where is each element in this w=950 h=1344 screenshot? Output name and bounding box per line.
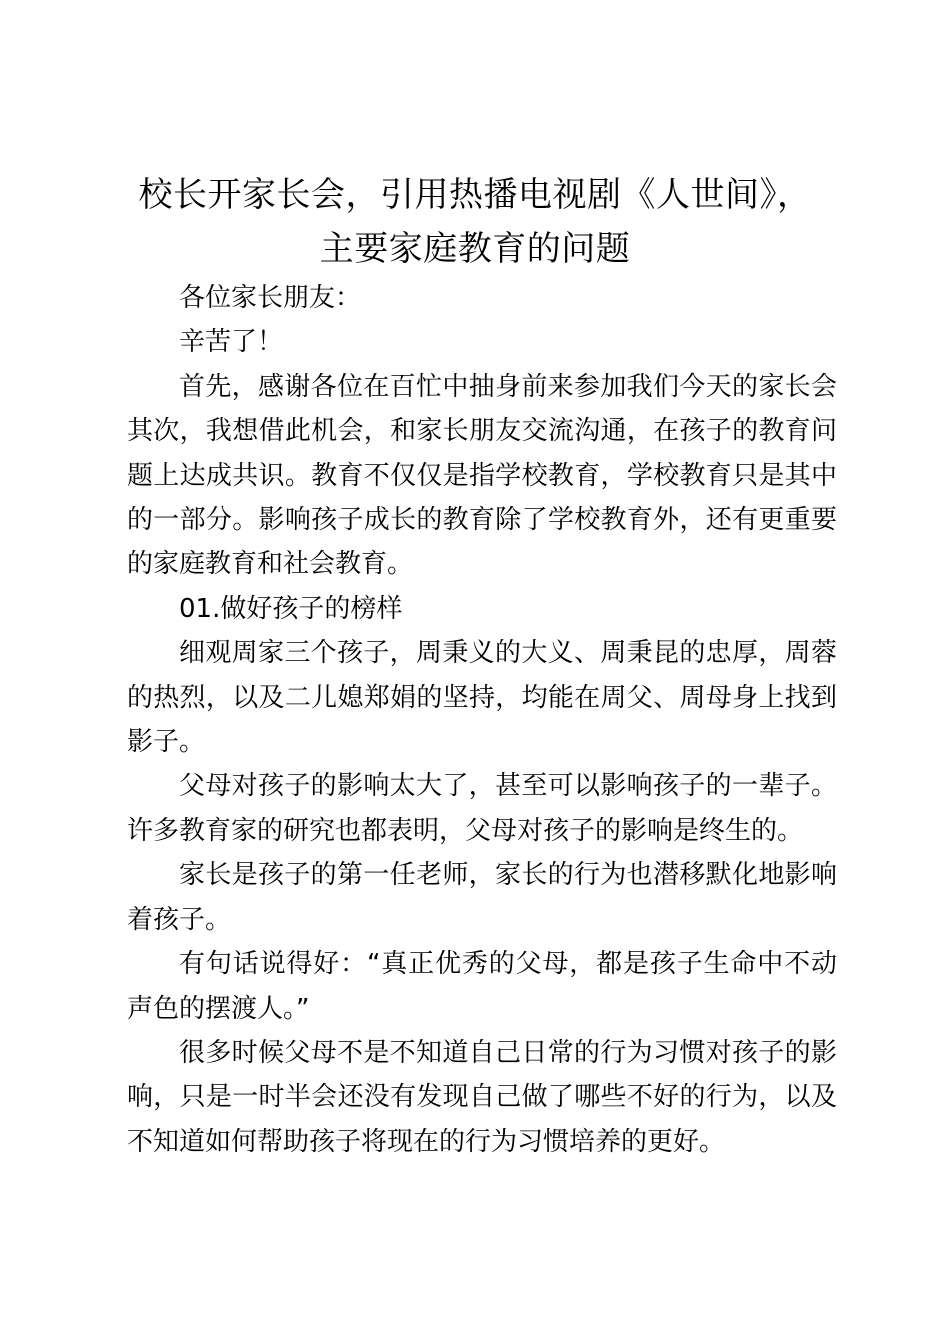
document-title-line-1: 校长开家长会，引用热播电视剧《人世间》， <box>138 175 812 215</box>
document-body <box>127 276 837 1164</box>
paragraph-quote: 有句话说得好：“真正优秀的父母，都是孩子生命中不动声色的摆渡人。” <box>127 949 837 1024</box>
paragraph-parent-influence: 父母对孩子的影响太大了，甚至可以影响孩子的一辈子。许多教育家的研究也都表明，父母对孩子的影响是终生的。 <box>127 771 837 846</box>
paragraph-habits: 很多时候父母不是不知道自己日常的行为习惯对孩子的影响，只是一时半会还没有发现自己做了哪些不好的行为，以及不知道如何帮助孩子将现在的行为习惯培养的更好。 <box>127 1037 837 1157</box>
paragraph-zhou-family: 细观周家三个孩子，周秉义的大义、周秉昆的忠厚，周蓉的热烈，以及二儿媳郑娟的坚持，均能在周父、周母身上找到影子。 <box>127 638 837 758</box>
document-title-line-2: 主要家庭教育的问题 <box>319 229 631 269</box>
greeting: 辛苦了！ <box>179 327 284 358</box>
section-heading: 01.做好孩子的榜样 <box>179 593 403 624</box>
paragraph-first-teacher: 家长是孩子的第一任老师，家长的行为也潜移默化地影响着孩子。 <box>127 860 837 935</box>
paragraph-intro: 首先，感谢各位在百忙中抽身前来参加我们今天的家长会其次，我想借此机会，和家长朋友交流沟通，在孩子的教育问题上达成共识。教育不仅仅是指学校教育，学校教育只是其中的一部分。影响孩子成长的教育除了学校教育外，还有更重要的家庭教育和社会教育。 <box>127 371 837 580</box>
salutation: 各位家长朋友： <box>179 283 362 313</box>
